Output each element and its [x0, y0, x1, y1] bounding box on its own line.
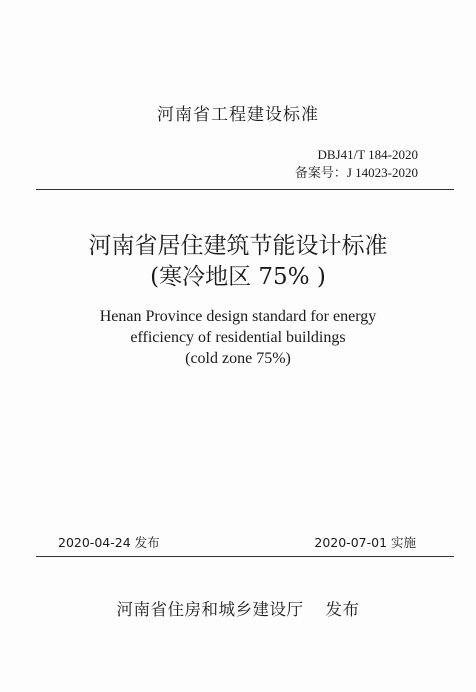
issue-date: 2020-04-24 发布	[58, 535, 160, 550]
english-title-line-3: (cold zone 75%)	[185, 350, 291, 367]
implementation-date: 2020-07-01 实施	[314, 535, 416, 550]
bottom-divider	[36, 556, 454, 557]
record-number: 备案号：J 14023-2020	[294, 165, 418, 180]
chinese-title-line-1: 河南省居住建筑节能设计标准	[88, 233, 388, 259]
top-divider	[36, 189, 454, 190]
publisher-name: 河南省住房和城乡建设厅	[116, 600, 304, 619]
publisher-line	[0, 596, 476, 620]
chinese-title	[0, 231, 476, 293]
publisher-action: 发布	[325, 600, 360, 619]
english-title	[0, 306, 476, 369]
chinese-title-line-2: (寒冷地区 75% )	[150, 264, 326, 290]
english-title-line-1: Henan Province design standard for energy	[99, 308, 377, 325]
standard-number: DBJ41/T 184-2020	[317, 147, 418, 162]
series-title: 河南省工程建设标准	[157, 105, 319, 125]
standard-codes	[295, 146, 418, 182]
english-title-line-2: efficiency of residential buildings	[130, 329, 346, 346]
